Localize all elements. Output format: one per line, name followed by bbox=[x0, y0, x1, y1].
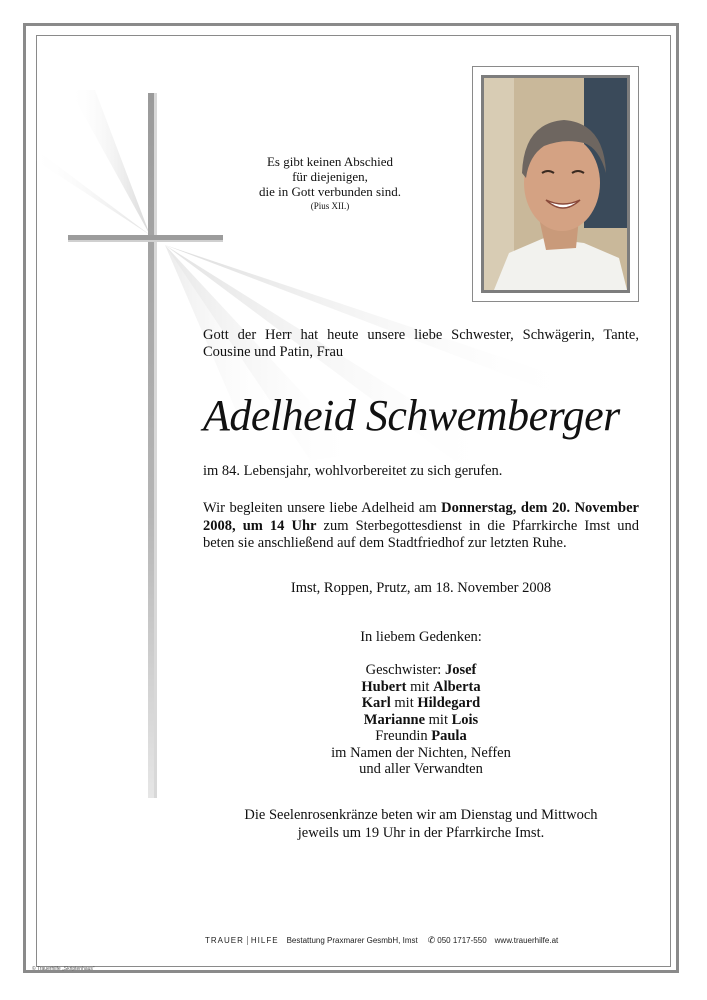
mourner-name: Paula bbox=[431, 728, 467, 744]
age-text: im 84. Lebensjahr, wohlvorbereitet zu sich gerufen. bbox=[203, 463, 503, 479]
mourner-line bbox=[203, 695, 639, 712]
mourner-line: und aller Verwandten bbox=[359, 761, 483, 777]
memory-heading: In liebem Gedenken: bbox=[360, 629, 482, 645]
mourner-connector: mit bbox=[406, 678, 434, 695]
mourner-line bbox=[203, 662, 639, 679]
mourner-name: Josef bbox=[444, 662, 477, 678]
funeral-text bbox=[203, 500, 639, 553]
trauerhilfe-logo-left: TRAUER bbox=[205, 936, 248, 945]
phone-number: 050 1717-550 bbox=[437, 936, 487, 945]
mourner-connector: mit bbox=[425, 711, 452, 728]
mourner-connector: mit bbox=[390, 695, 418, 711]
mourner-line bbox=[203, 679, 639, 696]
mourner-name: Hubert bbox=[361, 678, 407, 695]
footer bbox=[205, 935, 558, 946]
portrait-photo bbox=[481, 75, 630, 293]
bible-quote bbox=[200, 154, 460, 214]
mourner-line bbox=[203, 712, 639, 729]
quote-attribution: (Pius XII.) bbox=[310, 201, 350, 211]
copyright-text: © Trauerhilfe „Skriptenhaus“ bbox=[32, 966, 95, 972]
mourner-name: Karl bbox=[361, 695, 391, 711]
quote-line: Es gibt keinen Abschied bbox=[266, 154, 393, 169]
website-link[interactable]: www.trauerhilfe.at bbox=[494, 936, 559, 945]
mourner-line: im Namen der Nichten, Neffen bbox=[331, 744, 511, 761]
phone-icon: ✆ bbox=[427, 935, 436, 945]
mourner-line bbox=[203, 728, 639, 745]
funeral-date: Donnerstag, dem 20. November 2008, um 14 Uhr bbox=[203, 500, 639, 534]
mourners-list bbox=[203, 662, 639, 778]
rosary-line: jeweils um 19 Uhr in der Pfarrkirche Imst. bbox=[297, 825, 545, 841]
deceased-name: Adelheid Schwemberger bbox=[203, 391, 620, 440]
company-name: Bestattung Praxmarer GesmbH, Imst bbox=[286, 936, 418, 945]
mourner-name: Hildegard bbox=[417, 695, 481, 711]
funeral-part: Wir begleiten unsere liebe Adelheid am bbox=[203, 500, 442, 516]
intro-text: Gott der Herr hat heute unsere liebe Schwester, Schwägerin, Tante, Cousine und Patin, Frau bbox=[203, 327, 639, 360]
mourner-name: Lois bbox=[451, 711, 479, 728]
mourner-name: Marianne bbox=[363, 711, 426, 728]
quote-line: die in Gott verbunden sind. bbox=[259, 184, 401, 199]
place-date: Imst, Roppen, Prutz, am 18. November 2008 bbox=[290, 580, 552, 596]
trauerhilfe-logo-right: HILFE bbox=[250, 936, 279, 945]
mourner-label: Freundin bbox=[375, 728, 432, 744]
mourner-label: Geschwister: bbox=[365, 662, 445, 678]
rosary-line: Die Seelenrosenkränze beten wir am Dienstag und Mittwoch bbox=[244, 807, 598, 823]
portrait-frame bbox=[472, 66, 639, 302]
rosary-text bbox=[203, 806, 639, 842]
mourner-name: Alberta bbox=[433, 678, 481, 695]
quote-line: für diejenigen, bbox=[292, 169, 368, 184]
funeral-part: zum Sterbegottesdienst in die Pfarrkirche Imst und beten sie anschließend auf dem Stadtfriedhof zur letzten Ruhe. bbox=[203, 517, 639, 551]
